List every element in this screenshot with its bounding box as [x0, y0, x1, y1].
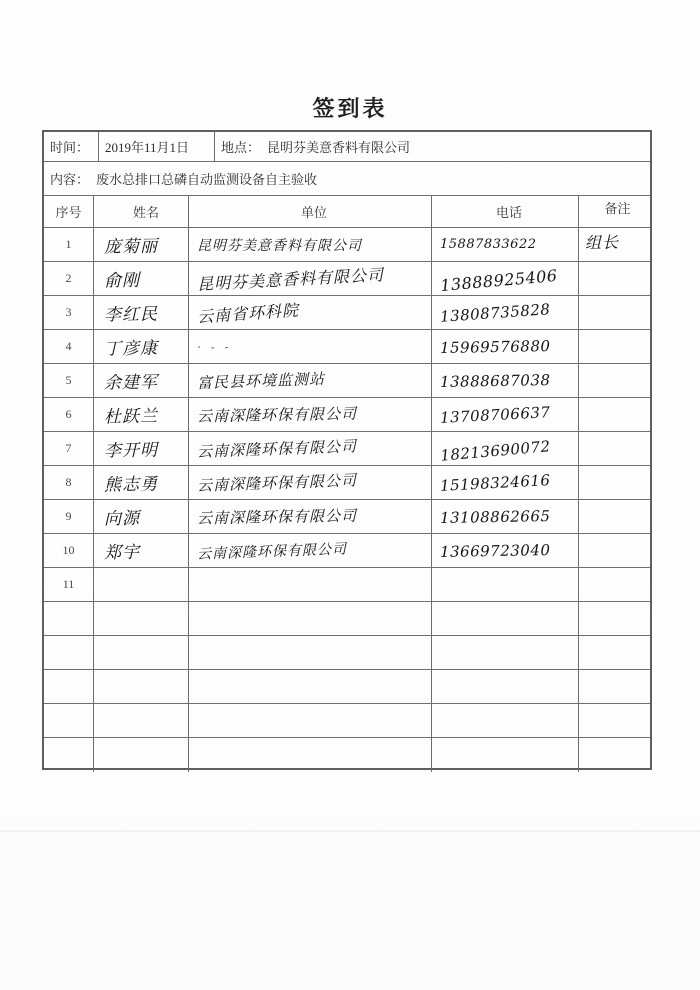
name-cell: [94, 500, 189, 533]
place-label: 地点：: [221, 140, 261, 155]
row-number-cell: 7: [44, 432, 94, 465]
phone-cell: [432, 228, 579, 261]
phone-cell: [432, 500, 579, 533]
note-cell: [579, 330, 650, 363]
handwritten-phone: 15887833622: [440, 237, 537, 252]
name-cell: [94, 262, 189, 295]
unit-cell: [189, 534, 432, 567]
table-row: [44, 262, 650, 296]
handwritten-phone: 18213690072: [439, 436, 552, 465]
handwritten-phone: 13708706637: [439, 402, 551, 427]
handwritten-phone: 13888925406: [439, 265, 559, 296]
name-cell: [94, 568, 189, 601]
table-row: [44, 738, 650, 772]
phone-cell: [432, 364, 579, 397]
phone-cell: [432, 432, 579, 465]
handwritten-phone: 13669723040: [439, 540, 551, 561]
note-cell: [579, 364, 650, 397]
note-cell: [579, 432, 650, 465]
name-cell: [94, 398, 189, 431]
handwritten-unit: 昆明芬美意香料有限公司: [196, 265, 385, 294]
row-number-cell: 4: [44, 330, 94, 363]
name-cell: [94, 534, 189, 567]
table-row: [44, 636, 650, 670]
unit-cell: [189, 228, 432, 261]
unit-cell: [189, 704, 432, 737]
row-number-cell: [44, 670, 94, 703]
phone-cell: [432, 534, 579, 567]
content-label: 内容：: [50, 172, 90, 187]
unit-cell: [189, 670, 432, 703]
unit-cell: [189, 398, 432, 431]
unit-cell: [189, 364, 432, 397]
row-number-cell: 3: [44, 296, 94, 329]
handwritten-phone: 13108862665: [439, 506, 551, 527]
place-cell: [215, 132, 650, 161]
table-row: [44, 330, 650, 364]
handwritten-unit: 云南深隆环保有限公司: [196, 540, 348, 563]
name-cell: [94, 330, 189, 363]
name-cell: [94, 432, 189, 465]
note-cell: [579, 398, 650, 431]
name-cell: [94, 602, 189, 635]
table-row: [44, 670, 650, 704]
handwritten-phone: 13808735828: [439, 299, 551, 326]
note-cell: [579, 568, 650, 601]
note-cell: [579, 296, 650, 329]
table-row: [44, 398, 650, 432]
unit-cell: [189, 330, 432, 363]
place-value: 昆明芬美意香料有限公司: [267, 140, 411, 155]
unit-cell: [189, 262, 432, 295]
time-value: 2019年11月1日: [99, 132, 215, 161]
row-number-cell: [44, 704, 94, 737]
handwritten-name: 郑宇: [103, 542, 141, 564]
note-cell: [579, 534, 650, 567]
phone-cell: [432, 296, 579, 329]
handwritten-name: 向源: [103, 508, 141, 530]
unit-cell: [189, 602, 432, 635]
table-row: [44, 704, 650, 738]
table-row: [44, 296, 650, 330]
phone-cell: [432, 602, 579, 635]
table-row: [44, 500, 650, 534]
phone-cell: [432, 330, 579, 363]
handwritten-unit: 云南深隆环保有限公司: [196, 506, 358, 528]
unit-cell: [189, 738, 432, 772]
handwritten-name: 庞菊丽: [103, 236, 159, 258]
row-number-cell: [44, 738, 94, 772]
unit-cell: [189, 432, 432, 465]
handwritten-unit: 云南深隆环保有限公司: [196, 437, 358, 461]
phone-cell: [432, 738, 579, 772]
phone-cell: [432, 466, 579, 499]
handwritten-name: 余建军: [103, 372, 159, 394]
row-number-cell: 2: [44, 262, 94, 295]
table-row: [44, 228, 650, 262]
row-number-cell: [44, 602, 94, 635]
header-note: 备注: [604, 201, 631, 216]
handwritten-name: 俞刚: [103, 270, 141, 292]
handwritten-phone: 15198324616: [439, 470, 551, 495]
table-header-row: [44, 196, 650, 228]
info-row-content: [44, 162, 650, 196]
name-cell: [94, 738, 189, 772]
row-number-cell: 1: [44, 228, 94, 261]
table-row: [44, 568, 650, 602]
note-cell: [579, 500, 650, 533]
signin-table-body: [44, 228, 650, 772]
scan-artifact-line: [0, 830, 700, 832]
phone-cell: [432, 636, 579, 669]
unit-cell: [189, 466, 432, 499]
note-cell: [579, 670, 650, 703]
signin-sheet: [42, 130, 652, 770]
content-value: 废水总排口总磷自动监测设备自主验收: [96, 172, 318, 187]
table-row: [44, 534, 650, 568]
handwritten-name: 丁彦康: [103, 338, 159, 360]
handwritten-unit: 云南省环科院: [196, 300, 300, 327]
header-name: 姓名: [94, 196, 189, 227]
row-number-cell: 5: [44, 364, 94, 397]
row-number-cell: 11: [44, 568, 94, 601]
phone-cell: [432, 568, 579, 601]
unit-cell: [189, 500, 432, 533]
row-number-cell: 9: [44, 500, 94, 533]
handwritten-unit: 昆明芬美意香料有限公司: [197, 237, 362, 254]
handwritten-name: 熊志勇: [103, 474, 159, 496]
info-row-time-place: [44, 132, 650, 162]
handwritten-unit: 云南深隆环保有限公司: [196, 404, 358, 426]
row-number-cell: [44, 636, 94, 669]
handwritten-unit: 富民县环境监测站: [196, 369, 326, 393]
content-cell: [44, 162, 650, 195]
row-number-cell: 8: [44, 466, 94, 499]
name-cell: [94, 228, 189, 261]
unit-cell: [189, 296, 432, 329]
name-cell: [94, 296, 189, 329]
handwritten-name: 李红民: [103, 304, 159, 326]
phone-cell: [432, 670, 579, 703]
phone-cell: [432, 398, 579, 431]
table-row: [44, 364, 650, 398]
time-label: 时间：: [44, 132, 99, 161]
name-cell: [94, 704, 189, 737]
name-cell: [94, 670, 189, 703]
phone-cell: [432, 262, 579, 295]
note-cell: [579, 228, 650, 261]
handwritten-name: 李开明: [103, 440, 159, 462]
handwritten-note: 组长: [584, 232, 620, 253]
table-row: [44, 466, 650, 500]
handwritten-phone: 13888687038: [439, 370, 551, 391]
phone-cell: [432, 704, 579, 737]
unit-cell: [189, 636, 432, 669]
note-cell: [579, 704, 650, 737]
note-cell: [579, 602, 650, 635]
table-row: [44, 602, 650, 636]
name-cell: [94, 364, 189, 397]
name-cell: [94, 636, 189, 669]
note-cell: [579, 466, 650, 499]
handwritten-name: 杜跃兰: [103, 406, 159, 428]
row-number-cell: 10: [44, 534, 94, 567]
header-unit: 单位: [189, 196, 432, 227]
note-cell: [579, 738, 650, 772]
table-row: [44, 432, 650, 466]
note-cell: [579, 636, 650, 669]
page-title: 签到表: [312, 96, 388, 121]
row-number-cell: 6: [44, 398, 94, 431]
handwritten-unit: · ‐ ‐: [196, 339, 232, 354]
handwritten-unit: 云南深隆环保有限公司: [196, 471, 358, 495]
unit-cell: [189, 568, 432, 601]
note-cell: [579, 262, 650, 295]
handwritten-phone: 15969576880: [439, 336, 551, 357]
header-phone: 电话: [432, 196, 579, 227]
name-cell: [94, 466, 189, 499]
header-no: 序号: [44, 196, 94, 227]
